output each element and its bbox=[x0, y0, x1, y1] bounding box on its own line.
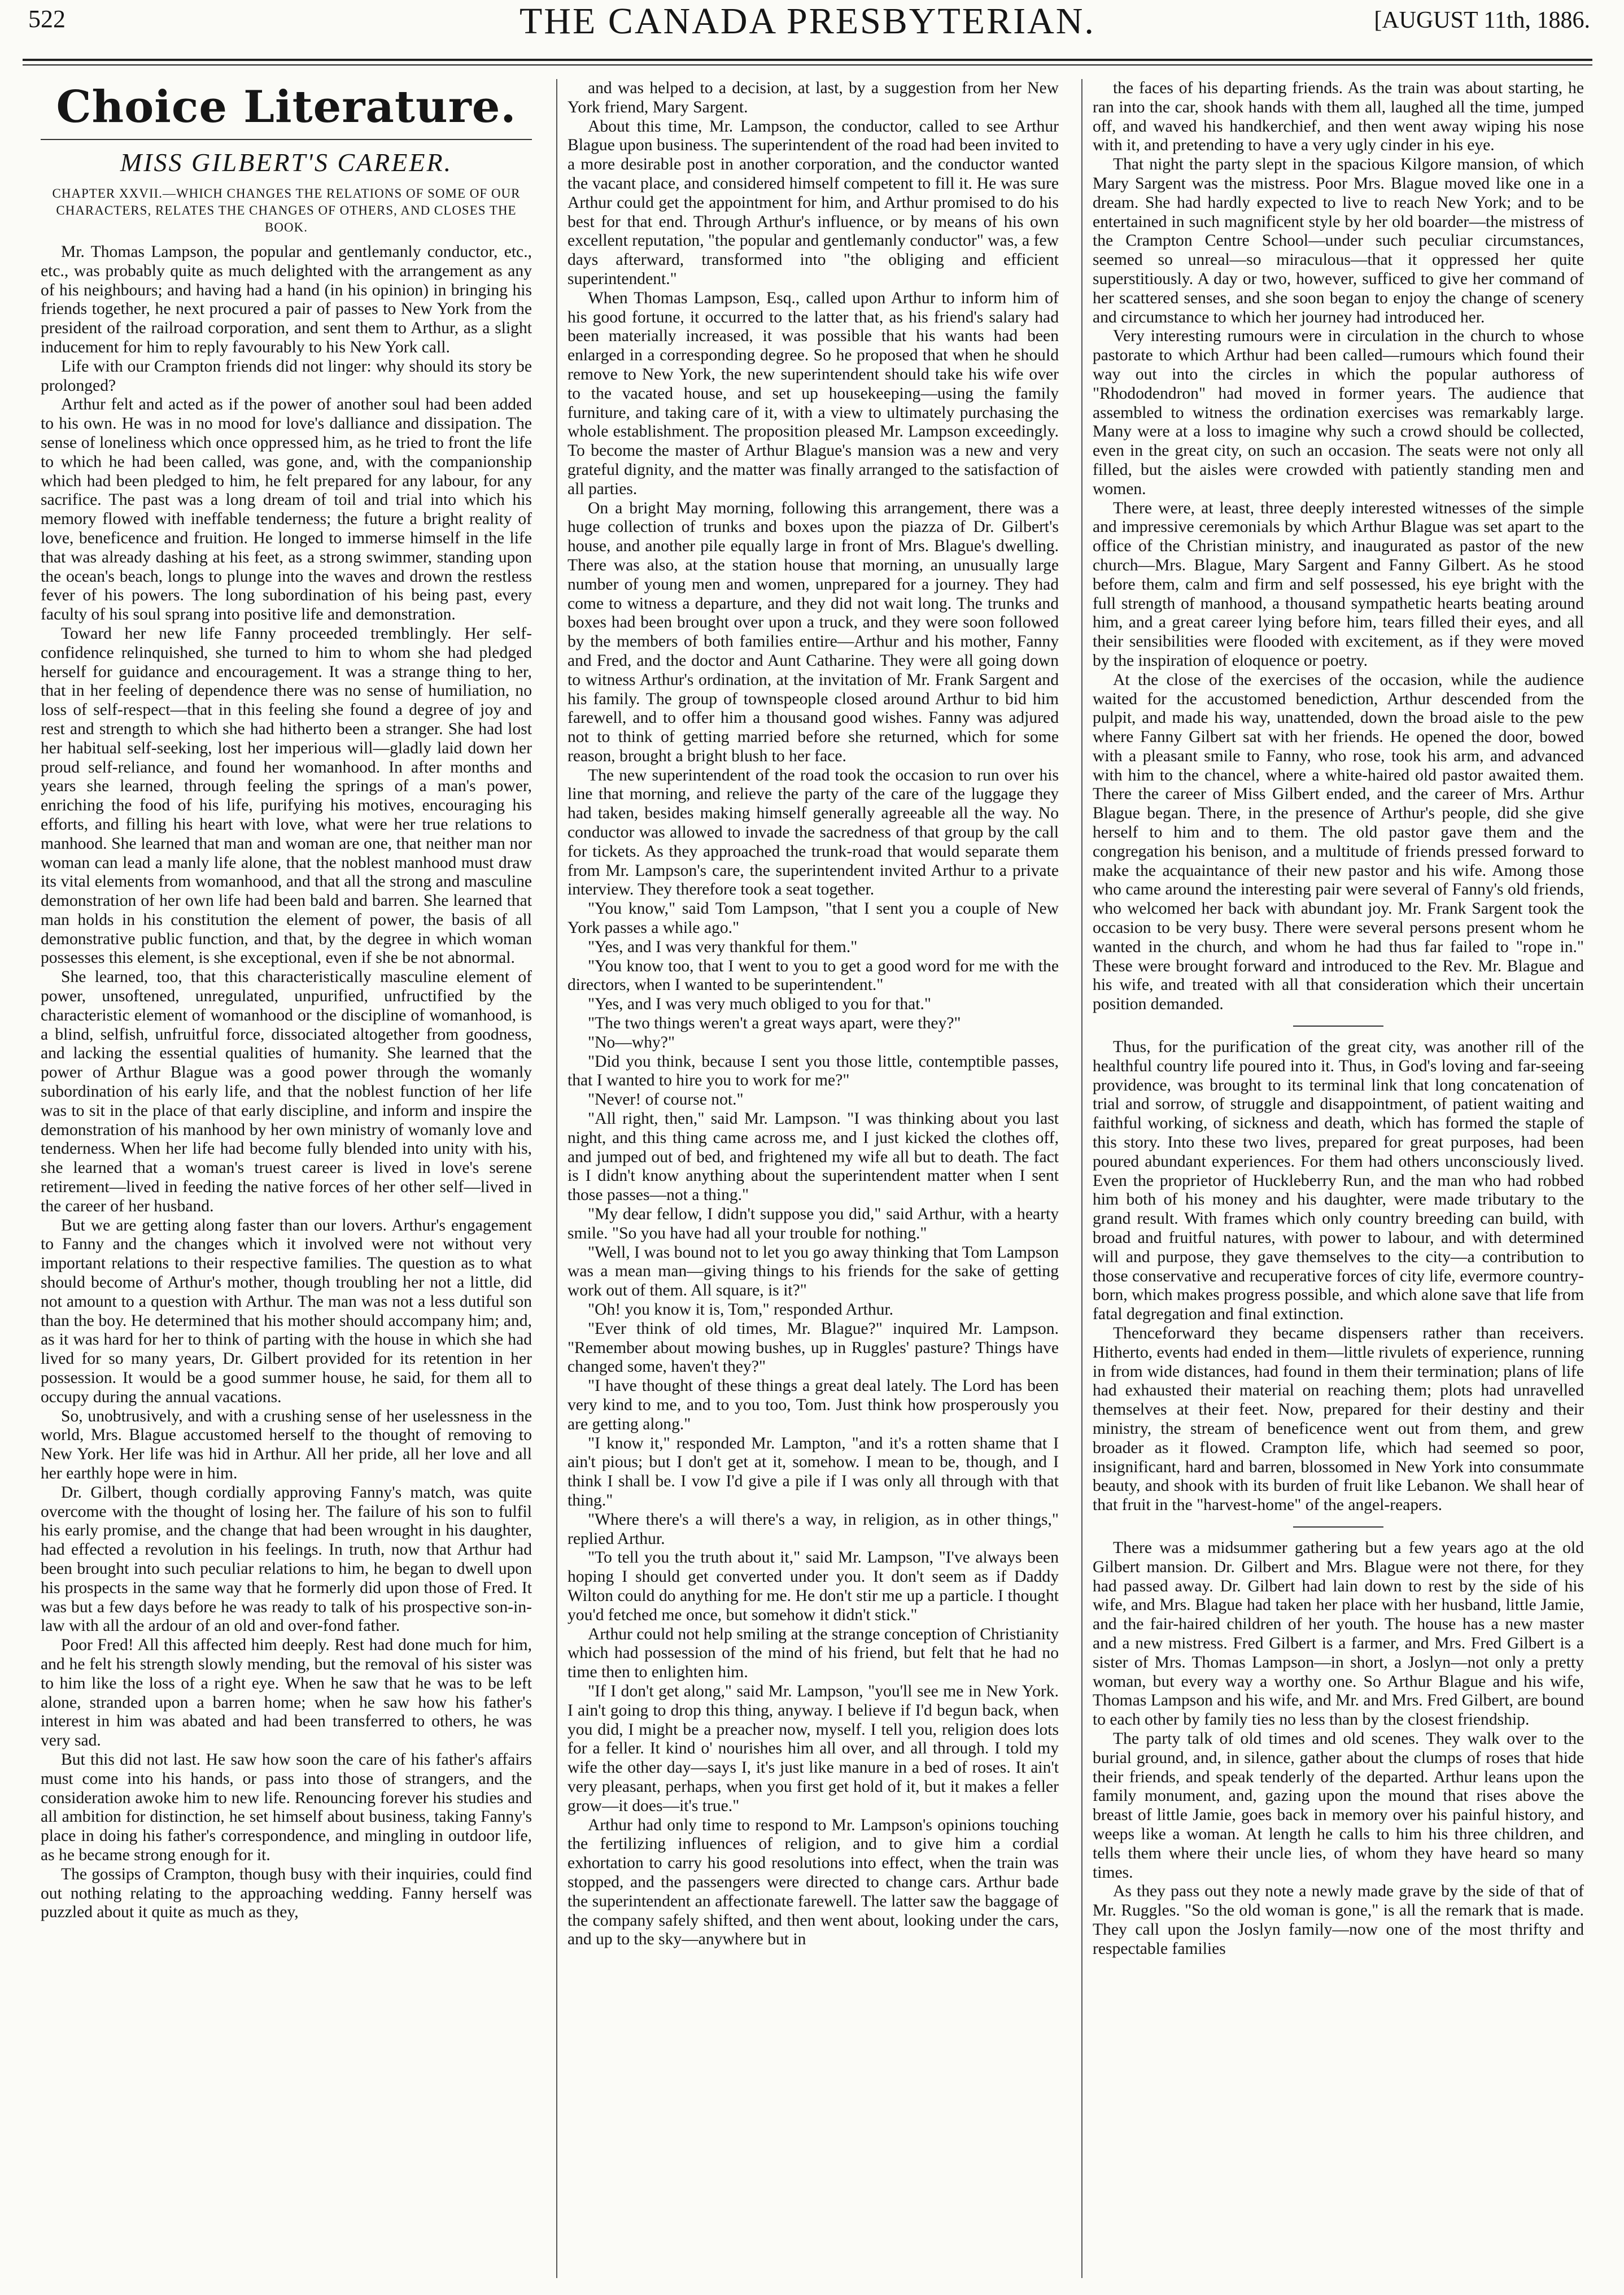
paragraph: The new superintendent of the road took the occasion to run over his line that morning, and relieve the party of the care of the luggage they had taken, besides making himself generally agreeable all the way. No conductor was allowed to invade the sacredness of that group by the call for tickets. As they approached the trunk-road that would separate them from Mr. Lampson's care, the superintendent invited Arthur to a private interview. They therefore took a seat together. bbox=[567, 766, 1059, 899]
paragraph: Arthur had only time to respond to Mr. Lampson's opinions touching the fertilizing influences of religion, and to give him a cordial exhortation to carry his good resolutions into effect, when the train was stopped, and the passengers were directed to change cars. Arthur bade the superintendent an affectionate farewell. The latter saw the baggage of the company safely shifted, and then went about, looking under the cars, and up to the sky—anywhere but in bbox=[567, 1816, 1059, 1949]
paragraph: "You know too, that I went to you to get a good word for me with the directors, when I wanted to be superintendent." bbox=[567, 957, 1059, 994]
paragraph: "Never! of course not." bbox=[588, 1090, 744, 1109]
paragraph: "Yes, and I was very thankful for them." bbox=[588, 937, 858, 956]
paragraph: When Thomas Lampson, Esq., called upon Arthur to inform him of his good fortune, it occurred to the latter that, as his friend's salary had been materially increased, it was possible that his wants had been enlarged in a corresponding degree. So he proposed that when he should remove to New York, the new superintendent should take his wife over to the vacated house, and set up housekeeping—using the family furniture, and taking care of it, with a view to ultimately purchasing the whole establishment. The proposition pleased Mr. Lampson exceedingly. To become the master of Arthur Blague's mansion was a new and very grateful dignity, and the matter was finally arranged to the satisfaction of all parties. bbox=[567, 289, 1059, 498]
masthead-rule bbox=[23, 59, 1592, 61]
paragraph: Toward her new life Fanny proceeded tremblingly. Her self-confidence relinquished, she turned to him to whom she had pledged herself for guidance and encouragement. It was a strange thing to her, that in her feeling of dependence there was no sense of humiliation, no loss of self-respect—that in this feeling she found a degree of joy and rest and strength to which she had hitherto been a stranger. She had lost her habitual self-seeking, lost her imperious will—gladly laid down her proud self-reliance, and found her womanhood. In after months and years she learned, through feeling the springs of a man's power, enriching the food of his life, purifying his motives, encouraging his efforts, and filling his heart with love, what were her true relations to manhood. She learned that man and woman are one, that neither man nor woman can lead a manly life alone, that the noblest manhood must draw its vital elements from womanhood, and that all the strong and masculine demonstration of her own life had been bald and barren. She learned that man holds in his constitution the element of power, the basis of all demonstrative public function, and that, by the degree in which woman possesses this element, is she exceptional, even if she be not abnormal. bbox=[41, 624, 532, 967]
paragraph: "My dear fellow, I didn't suppose you did," said Arthur, with a hearty smile. "So you have had all your trouble for nothing." bbox=[567, 1205, 1059, 1242]
paragraph: About this time, Mr. Lampson, the conductor, called to see Arthur Blague upon business. The superintendent of the road had been invited to a more desirable post in another corporation, and the conductor wanted the vacant place, and considered himself competent to fill it. He was sure Arthur could get the appointment for him, and Arthur promised to do his best for that end. Through Arthur's influence, or by means of his own excellent reputation, "the popular and gentlemanly conductor" was, a few days afterward, transformed into "the obliging and efficient superintendent." bbox=[567, 117, 1059, 288]
paragraph: So, unobtrusively, and with a crushing sense of her uselessness in the world, Mrs. Blague accustomed herself to the thought of removing to New York. Her life was hid in Arthur. All her pride, all her love and all her earthly hope were in him. bbox=[41, 1407, 532, 1482]
paragraph: On a bright May morning, following this arrangement, there was a huge collection of trunks and boxes upon the piazza of Dr. Gilbert's house, and another pile equally large in front of Mrs. Blague's dwelling. There was also, at the station house that morning, an unusually large number of young men and women, unprepared for a journey. They had come to witness a departure, and they did not wait long. The trunks and boxes had been brought over upon a truck, and they were soon followed by the members of both families entire—Arthur and his mother, Fanny and Fred, and the doctor and Aunt Catharine. They were all going down to witness Arthur's ordination, at the invitation of Mr. Frank Sargent and his family. The group of townspeople closed around Arthur to bid him farewell, and to offer him a thousand good wishes. Fanny was adjured not to think of getting married before she returned, which for some reason, brought a bright blush to her face. bbox=[567, 499, 1059, 765]
paragraph: "I know it," responded Mr. Lampton, "and it's a rotten shame that I ain't pious; but I don't get at it, somehow. I mean to be, though, and I think I shall be. I vow I'd give a pile if I was only all through with that thing." bbox=[567, 1434, 1059, 1509]
column-1-body bbox=[41, 243, 532, 1922]
paragraph: The party talk of old times and old scenes. They walk over to the burial ground, and, in silence, gather about the clumps of roses that hide their friends, and speak tenderly of the departed. Arthur leans upon the family monument, and, gazing upon the mound that rises above the breast of little Jamie, goes back in memory over his painful history, and weeps like a woman. At length he calls to him his three children, and tells them where their uncle lies, of whom they have heard so many times. bbox=[1093, 1729, 1584, 1882]
paragraph: Dr. Gilbert, though cordially approving Fanny's match, was quite overcome with the thought of losing her. The failure of his son to fulfil his early promise, and the change that had been wrought in his daughter, had effected a revolution in his feelings. In truth, now that Arthur had been brought into such peculiar relations to him, he began to dwell upon his prospects in the same way that he formerly did upon those of Fred. It was but a few days before he was ready to talk of his prospective son-in-law with all the ardour of an old and over-fond father. bbox=[41, 1483, 532, 1635]
section-title: Choice Literature. bbox=[56, 81, 517, 133]
paragraph: "You know," said Tom Lampson, "that I sent you a couple of New York passes a while ago." bbox=[567, 900, 1059, 937]
paragraph: Thus, for the purification of the great city, was another rill of the healthful country life poured into it. Thus, in God's loving and far-seeing providence, was brought to its terminal link that long concatenation of trial and sorrow, of struggle and disappointment, of patient waiting and faithful working, of sickness and death, which has formed the staple of this story. Into these two lives, prepared for great purposes, had been poured abundant experiences. For them had others unconsciously lived. Even the proprietor of Huckleberry Run, and the man who had robbed him both of his money and his daughter, were made tributary to the grand result. With frames which only country breeding can build, with broad and fruitful natures, with power to labour, and with determined will and purpose, they gave themselves to the city—a contribution to those conservative and recuperative forces of city life, evermore country-born, which makes progress possible, and which alone save that life from fatal degregation and final extinction. bbox=[1093, 1038, 1584, 1324]
column-3-body-b bbox=[1093, 1038, 1584, 1515]
paragraph: Thenceforward they became dispensers rather than receivers. Hitherto, events had ended in them—little rivulets of experience, running in from wide distances, had found in them their termination; plans of life had exhausted their material on reaching them; plots had unravelled themselves at their feet. Now, prepared for their destiny and their ministry, the stream of beneficence went out from them, and grew broader as it flowed. Crampton life, which had seemed so poor, insignificant, hard and barren, blossomed in New York into consummate beauty, and shook with its burden of fruit like Lebanon. We shall hear of that fruit in the "harvest-home" of the angel-reapers. bbox=[1093, 1324, 1584, 1515]
section-divider bbox=[1293, 1026, 1383, 1027]
column-rule-1 bbox=[556, 79, 557, 2278]
paragraph: Mr. Thomas Lampson, the popular and gentlemanly conductor, etc., etc., was probably quite as much delighted with the arrangement as any of his neighbours; and having had a hand (in his opinion) in bringing his friends together, he next procured a pair of passes to New York from the president of the railroad corporation, and sent them to Arthur, as a slight inducement for him to reply favourably to his New York call. bbox=[41, 243, 532, 356]
paragraph: "The two things weren't a great ways apart, were they?" bbox=[588, 1014, 961, 1033]
section-rule bbox=[41, 139, 532, 140]
column-2-body bbox=[567, 79, 1059, 1949]
paragraph: Life with our Crampton friends did not linger: why should its story be prolonged? bbox=[41, 357, 532, 395]
paragraph: But we are getting along faster than our lovers. Arthur's engagement to Fanny and the changes which it involved were not without very important relations to their respective families. The question as to what should become of Arthur's mother, though troubling her not a little, did not amount to a question with Arthur. The man was not a less dutiful son than the boy. He determined that his mother should accompany him; and, as it was hard for her to think of parting with the house in which she had lived for so many years, Dr. Gilbert provided for its retention in her possession. It would be a good summer house, he said, for them all to occupy during the annual vacations. bbox=[41, 1216, 532, 1406]
paragraph: and was helped to a decision, at last, by a suggestion from her New York friend, Mary Sargent. bbox=[567, 79, 1059, 116]
paragraph: the faces of his departing friends. As the train was about starting, he ran into the car, shook hands with them all, laughed all the time, jumped off, and waved his handkerchief, and then went away wiping his nose with it, and pretending to have a very ugly cinder in his eye. bbox=[1093, 79, 1584, 155]
column-3-body-c bbox=[1093, 1539, 1584, 1959]
paragraph: Very interesting rumours were in circulation in the church to whose pastorate to which Arthur had been called—rumours which found their way out into the circles in which the popular authoress of "Rhododendron" had moved in former years. The audience that assembled to witness the ordination exercises was remarkably large. Many were at a loss to imagine why such a crowd should be collected, even in the great city, on such an occasion. The seats were not only all filled, but the aisles were crowded with patiently standing men and women. bbox=[1093, 327, 1584, 498]
paragraph: "I have thought of these things a great deal lately. The Lord has been very kind to me, and to you too, Tom. Just think how prosperously you are getting along." bbox=[567, 1377, 1059, 1433]
paragraph: "No—why?" bbox=[588, 1033, 675, 1051]
paragraph: "Yes, and I was very much obliged to you for that." bbox=[588, 995, 932, 1014]
section-divider-2 bbox=[1293, 1526, 1383, 1528]
paragraph: There was a midsummer gathering but a few years ago at the old Gilbert mansion. Dr. Gilbert and Mrs. Blague were not there, for they had passed away. Dr. Gilbert had lain down to rest by the side of his wife, and Mrs. Blague had taken her place with her husband, little Jamie, and the fair-haired children of her youth. The house has a new master and a new mistress. Fred Gilbert is a farmer, and Mrs. Fred Gilbert is a sister of Mrs. Thomas Lampson—in short, a Joslyn—not only a pretty woman, but every way a worthy one. So Arthur Blague and his wife, Thomas Lampson and his wife, and Mr. and Mrs. Fred Gilbert, are bound to each other by family ties no less than by the closest friendship. bbox=[1093, 1538, 1584, 1729]
column-3-body-a bbox=[1093, 79, 1584, 1014]
paragraph: "To tell you the truth about it," said Mr. Lampson, "I've always been hoping I should get converted under you. It don't seem as if Daddy Wilton could do anything for me. He don't stir me up a particle. I thought you'd fetched me once, but somehow it didn't stick." bbox=[567, 1548, 1059, 1624]
column-rule-2 bbox=[1081, 79, 1082, 2278]
issue-date: [AUGUST 11th, 1886. bbox=[1374, 7, 1590, 33]
paragraph: "If I don't get along," said Mr. Lampson, "you'll see me in New York. I ain't going to drop this thing, anyway. I believe if I'd begun back, when you did, I might be a preacher now, myself. I tell you, religion does lots for a feller. It kind o' nourishes him all over, and all through. I told my wife the other day—says I, it's just like manure in a bed of roses. It ain't very pleasant, perhaps, when you first get hold of it, but it makes a feller grow—it does—it's true." bbox=[567, 1682, 1059, 1815]
paragraph: The gossips of Crampton, though busy with their inquiries, could find out nothing relating to the approaching wedding. Fanny herself was puzzled about it quite as much as they, bbox=[41, 1865, 532, 1922]
paragraph: She learned, too, that this characteristically masculine element of power, unsoftened, unregulated, unpurified, unfructified by the characteristic element of womanhood or the discipline of womanhood, is a blind, selfish, unfruitful force, dissociated altogether from goodness, and lacking the essential qualities of humanity. She learned that the power of Arthur Blague was a good power through the womanly subordination of his early life, and that the noblest function of her life was to sit in the place of that early discipline, and inform and inspire the demonstration of his manhood by her own ministry of womanly love and tenderness. When her life had become fully blended into unity with his, she learned that a woman's truest career is lived in love's serene retirement—lived in feeding the native forces of her other self—lived in the career of her husband. bbox=[41, 968, 532, 1215]
paragraph: "Oh! you know it is, Tom," responded Arthur. bbox=[588, 1301, 894, 1319]
paragraph: "Did you think, because I sent you those little, contemptible passes, that I wanted to hire you to work for me?" bbox=[567, 1052, 1059, 1090]
paragraph: "Well, I was bound not to let you go away thinking that Tom Lampson was a mean man—giving things to his friends for the sake of getting work out of them. All square, is it?" bbox=[567, 1243, 1059, 1300]
paragraph: Poor Fred! All this affected him deeply. Rest had done much for him, and he felt his strength slowly mending, but the removal of his sister was to him like the loss of a right eye. When he saw that he was to be left alone, stranded upon a barren home; when he saw how his father's interest in him was abated and had been transferred to others, he was very sad. bbox=[41, 1636, 532, 1750]
paragraph: "Where there's a will there's a way, in religion, as in other things," replied Arthur. bbox=[567, 1510, 1059, 1548]
column-3 bbox=[1093, 79, 1584, 2278]
story-title: MISS GILBERT'S CAREER. bbox=[120, 148, 453, 177]
masthead-rule-thin bbox=[23, 64, 1592, 66]
paragraph: "All right, then," said Mr. Lampson. "I was thinking about you last night, and this thing came across me, and I just kicked the clothes off, and jumped out of bed, and frightened my wife all but to death. The fact is I didn't know anything about the superintendent matter when I sent those passes—not a thing." bbox=[567, 1110, 1059, 1205]
paragraph: But this did not last. He saw how soon the care of his father's affairs must come into his hands, or pass into those of strangers, and the consideration awoke him to new life. Renouncing forever his studies and all ambition for distinction, he set himself about business, taking Fanny's place in doing his father's correspondence, and mingling in outdoor life, as he became strong enough for it. bbox=[41, 1750, 532, 1864]
paragraph: As they pass out they note a newly made grave by the side of that of Mr. Ruggles. "So the old woman is gone," is all the remark that is made. They call upon the Joslyn family—now one of the most thrifty and respectable families bbox=[1093, 1882, 1584, 1958]
masthead-bar bbox=[23, 0, 1592, 56]
column-2 bbox=[567, 79, 1059, 2278]
paragraph: Arthur felt and acted as if the power of another soul had been added to his own. He was in no mood for love's dalliance and dissipation. The sense of loneliness which once oppressed him, as he tried to front the life to which he had been called, was gone, and, with the companionship which had been pledged to him, he felt prepared for any labour, for any sacrifice. The past was a long dream of toil and trial into which his memory flowed with ineffable tenderness; the future a bright reality of love, beneficence and fruition. He longed to immerse himself in the life that was already dashing at his feet, as a strong swimmer, standing upon the ocean's beach, longs to plunge into the waves and drown the restless fever of his powers. The long subordination of his being past, every faculty of his soul sprang into positive life and demonstration. bbox=[41, 395, 532, 624]
paragraph: That night the party slept in the spacious Kilgore mansion, of which Mary Sargent was the mistress. Poor Mrs. Blague moved like one in a dream. She had hardly expected to live to reach New York; and to be entertained in such magnificent style by her old boarder—the mistress of the Crampton Centre School—under such peculiar circumstances, seemed so unreal—so miraculous—that it oppressed her quite superstitiously. A day or two, however, sufficed to give her command of her scattered senses, and she soon began to enjoy the change of scenery and circumstance to which her journey had introduced her. bbox=[1093, 155, 1584, 326]
column-1 bbox=[41, 79, 532, 2278]
paragraph: There were, at least, three deeply interested witnesses of the simple and impressive ceremonials by which Arthur Blague was set apart to the office of the Christian ministry, and inaugurated as pastor of the new church—Mrs. Blague, Mary Sargent and Fanny Gilbert. As he stood before them, calm and firm and self possessed, his eye bright with the full strength of manhood, a thousand sympathetic hearts beating around him, and a great career lying before him, tears filled their eyes, and all their sensibilities were flooded with excitement, as if they were moved by the inspiration of eloquence or poetry. bbox=[1093, 499, 1584, 670]
paragraph: At the close of the exercises of the occasion, while the audience waited for the accustomed benediction, Arthur descended from the pulpit, and made his way, unattended, down the broad aisle to the pew where Fanny Gilbert sat with her friends. He opened the door, bowed with a pleasant smile to Fanny, who rose, took his arm, and advanced with him to the chancel, where a white-haired old pastor awaited them. There the career of Miss Gilbert ended, and the career of Mrs. Arthur Blague began. There, in the presence of Arthur's people, did she give herself to him and to them. The old pastor gave them and the congregation his benison, and a multitude of friends pressed forward to make the acquaintance of their new pastor and his wife. Among those who came around the interesting pair were several of Fanny's old friends, who welcomed her back with abundant joy. Mr. Frank Sargent took the occasion to be very busy. There were several persons present whom he wanted in the church, and whom he had thus far failed to "rope in." These were brought forward and introduced to the Rev. Mr. Blague and his wife, and treated with all that consideration which their uncertain position demanded. bbox=[1093, 670, 1584, 1014]
chapter-heading: CHAPTER XXVII.—WHICH CHANGES THE RELATIONS OF SOME OF OUR CHARACTERS, RELATES THE CHANGES OF OTHERS, AND CLOSES THE BOOK. bbox=[52, 186, 521, 234]
paragraph: "Ever think of old times, Mr. Blague?" inquired Mr. Lampson. "Remember about mowing bushes, up in Ruggles' pasture? Things have changed some, haven't they?" bbox=[567, 1319, 1059, 1376]
paragraph: Arthur could not help smiling at the strange conception of Christianity which had possession of the mind of his friend, but felt that he had no time then to enlighten him. bbox=[567, 1625, 1059, 1682]
masthead-title: THE CANADA PRESBYTERIAN. bbox=[519, 1, 1095, 42]
page-number: 522 bbox=[28, 5, 66, 33]
